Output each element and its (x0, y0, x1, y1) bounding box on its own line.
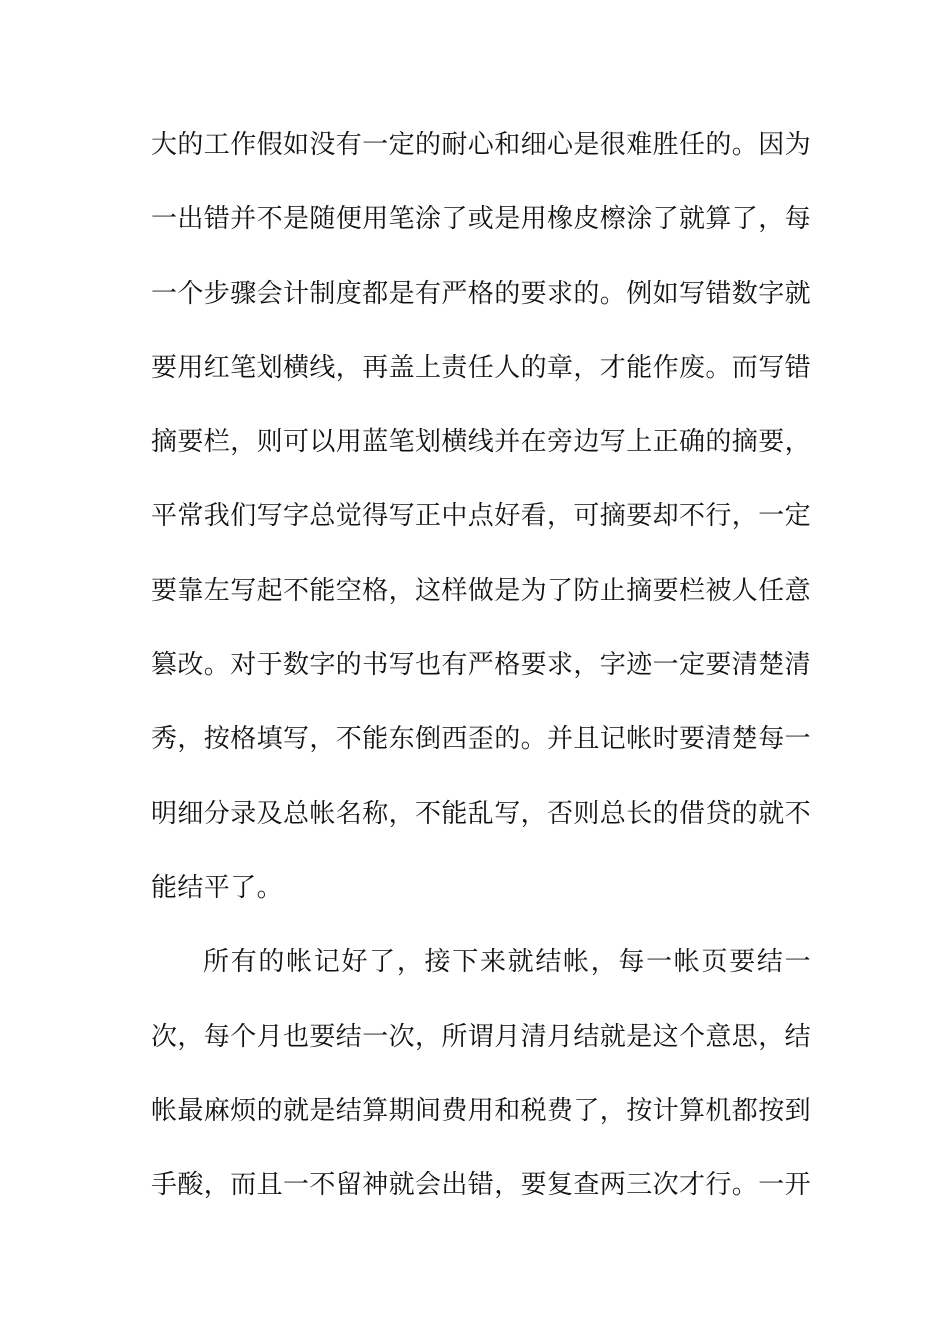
text-line: 能结平了。 (151, 872, 284, 903)
text-line: 篡改。对于数字的书写也有严格要求，字迹一定要清楚清 (151, 650, 812, 681)
text-line: 明细分录及总帐名称，不能乱写，否则总长的借贷的就不 (151, 798, 812, 829)
text-line: 大的工作假如没有一定的耐心和细心是很难胜任的。因为 (151, 130, 812, 160)
body-text (151, 130, 811, 1244)
text-line: 秀，按格填写，不能东倒西歪的。并且记帐时要清楚每一 (151, 724, 812, 755)
text-line: 手酸，而且一不留神就会出错，要复查两三次才行。一开 (151, 1170, 812, 1201)
text-line: 平常我们写字总觉得写正中点好看，可摘要却不行，一定 (151, 501, 812, 532)
text-line: 一出错并不是随便用笔涂了或是用橡皮檫涂了就算了，每 (151, 204, 812, 235)
paragraph-first-line: 所有的帐记好了，接下来就结帐，每一帐页要结一 (203, 947, 811, 978)
text-line: 摘要栏，则可以用蓝笔划横线并在旁边写上正确的摘要， (151, 427, 812, 458)
text-line: 次，每个月也要结一次，所谓月清月结就是这个意思，结 (151, 1021, 812, 1052)
text-line: 一个步骤会计制度都是有严格的要求的。例如写错数字就 (151, 278, 812, 309)
text-line: 帐最麻烦的就是结算期间费用和税费了，按计算机都按到 (151, 1095, 812, 1126)
text-line: 要用红笔划横线，再盖上责任人的章，才能作废。而写错 (151, 352, 812, 383)
text-line: 要靠左写起不能空格，这样做是为了防止摘要栏被人任意 (151, 575, 812, 606)
